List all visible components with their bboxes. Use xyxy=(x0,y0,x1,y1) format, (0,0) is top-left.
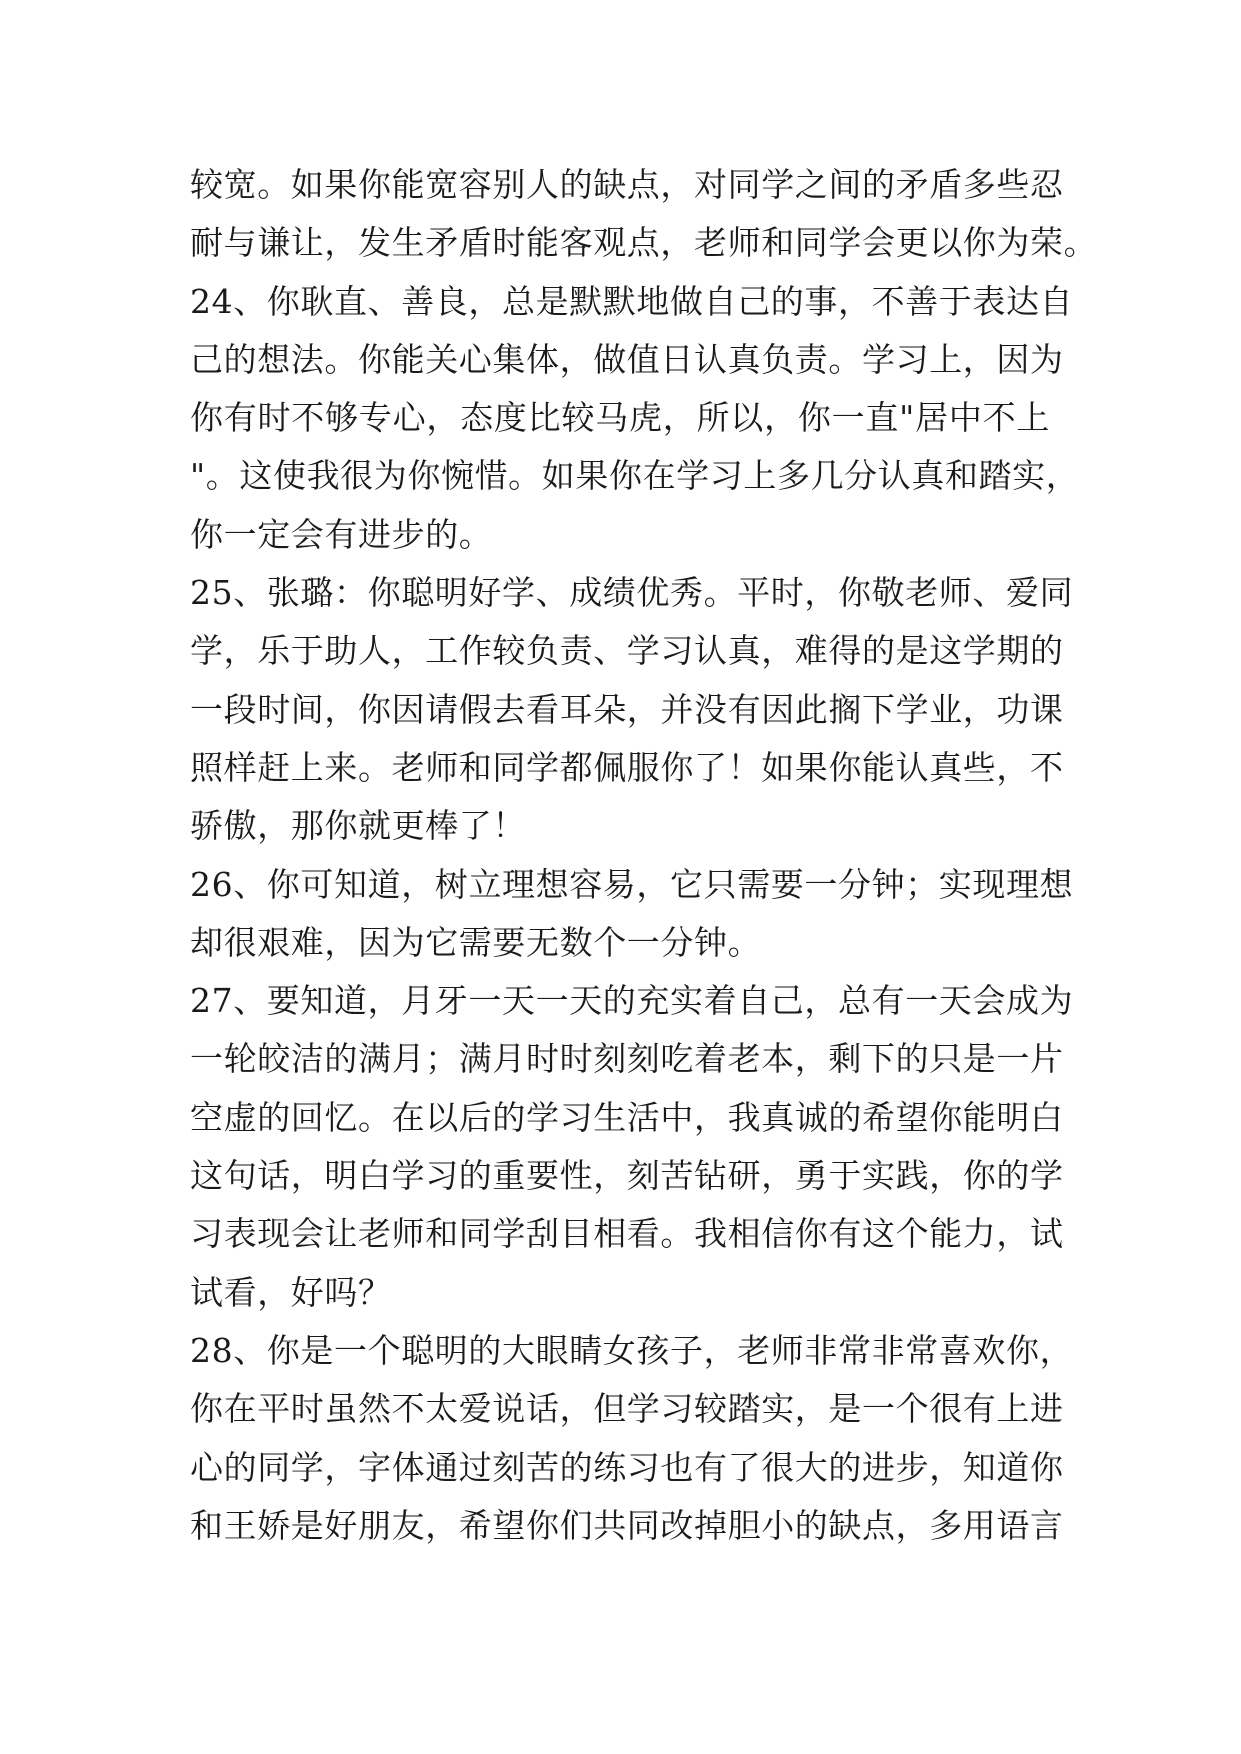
text-line: "。这使我很为你惋惜。如果你在学习上多几分认真和踏实， xyxy=(190,456,1080,496)
text-line: 你有时不够专心，态度比较马虎，所以，你一直"居中不上 xyxy=(190,398,1050,438)
text-line: 己的想法。你能关心集体，做值日认真负责。学习上，因为 xyxy=(190,339,1064,379)
text-line: 空虚的回忆。在以后的学习生活中，我真诚的希望你能明白 xyxy=(190,1097,1064,1137)
text-line: 骄傲，那你就更棒了！ xyxy=(190,806,526,846)
text-line: 耐与谦让，发生矛盾时能客观点，老师和同学会更以你为荣。 xyxy=(190,223,1098,263)
text-line: 心的同学，字体通过刻苦的练习也有了很大的进步，知道你 xyxy=(190,1447,1064,1487)
body-text xyxy=(190,156,1098,1555)
text-line: 习表现会让老师和同学刮目相看。我相信你有这个能力，试 xyxy=(190,1214,1064,1254)
text-line: 一轮皎洁的满月；满月时时刻刻吃着老本，剩下的只是一片 xyxy=(190,1039,1064,1079)
text-line: 26、你可知道，树立理想容易，它只需要一分钟；实现理想 xyxy=(190,864,1074,904)
text-line: 和王娇是好朋友，希望你们共同改掉胆小的缺点，多用语言 xyxy=(190,1505,1064,1545)
text-line: 你一定会有进步的。 xyxy=(190,514,493,554)
text-line: 27、要知道，月牙一天一天的充实着自己，总有一天会成为 xyxy=(190,981,1074,1021)
text-line: 这句话，明白学习的重要性，刻苦钻研，勇于实践，你的学 xyxy=(190,1156,1064,1196)
text-line: 你在平时虽然不太爱说话，但学习较踏实，是一个很有上进 xyxy=(190,1389,1064,1429)
text-line: 学，乐于助人，工作较负责、学习认真，难得的是这学期的 xyxy=(190,631,1064,671)
text-line: 试看，好吗？ xyxy=(190,1272,392,1312)
text-line: 一段时间，你因请假去看耳朵，并没有因此搁下学业，功课 xyxy=(190,689,1064,729)
text-line: 较宽。如果你能宽容别人的缺点，对同学之间的矛盾多些忍 xyxy=(190,165,1064,204)
text-line: 却很艰难，因为它需要无数个一分钟。 xyxy=(190,922,762,962)
text-line: 25、张璐：你聪明好学、成绩优秀。平时，你敬老师、爱同 xyxy=(190,573,1074,613)
text-line: 24、你耿直、善良，总是默默地做自己的事，不善于表达自 xyxy=(190,281,1074,321)
text-line: 28、你是一个聪明的大眼睛女孩子，老师非常非常喜欢你， xyxy=(190,1330,1074,1370)
text-line: 照样赶上来。老师和同学都佩服你了！如果你能认真些，不 xyxy=(190,747,1064,787)
